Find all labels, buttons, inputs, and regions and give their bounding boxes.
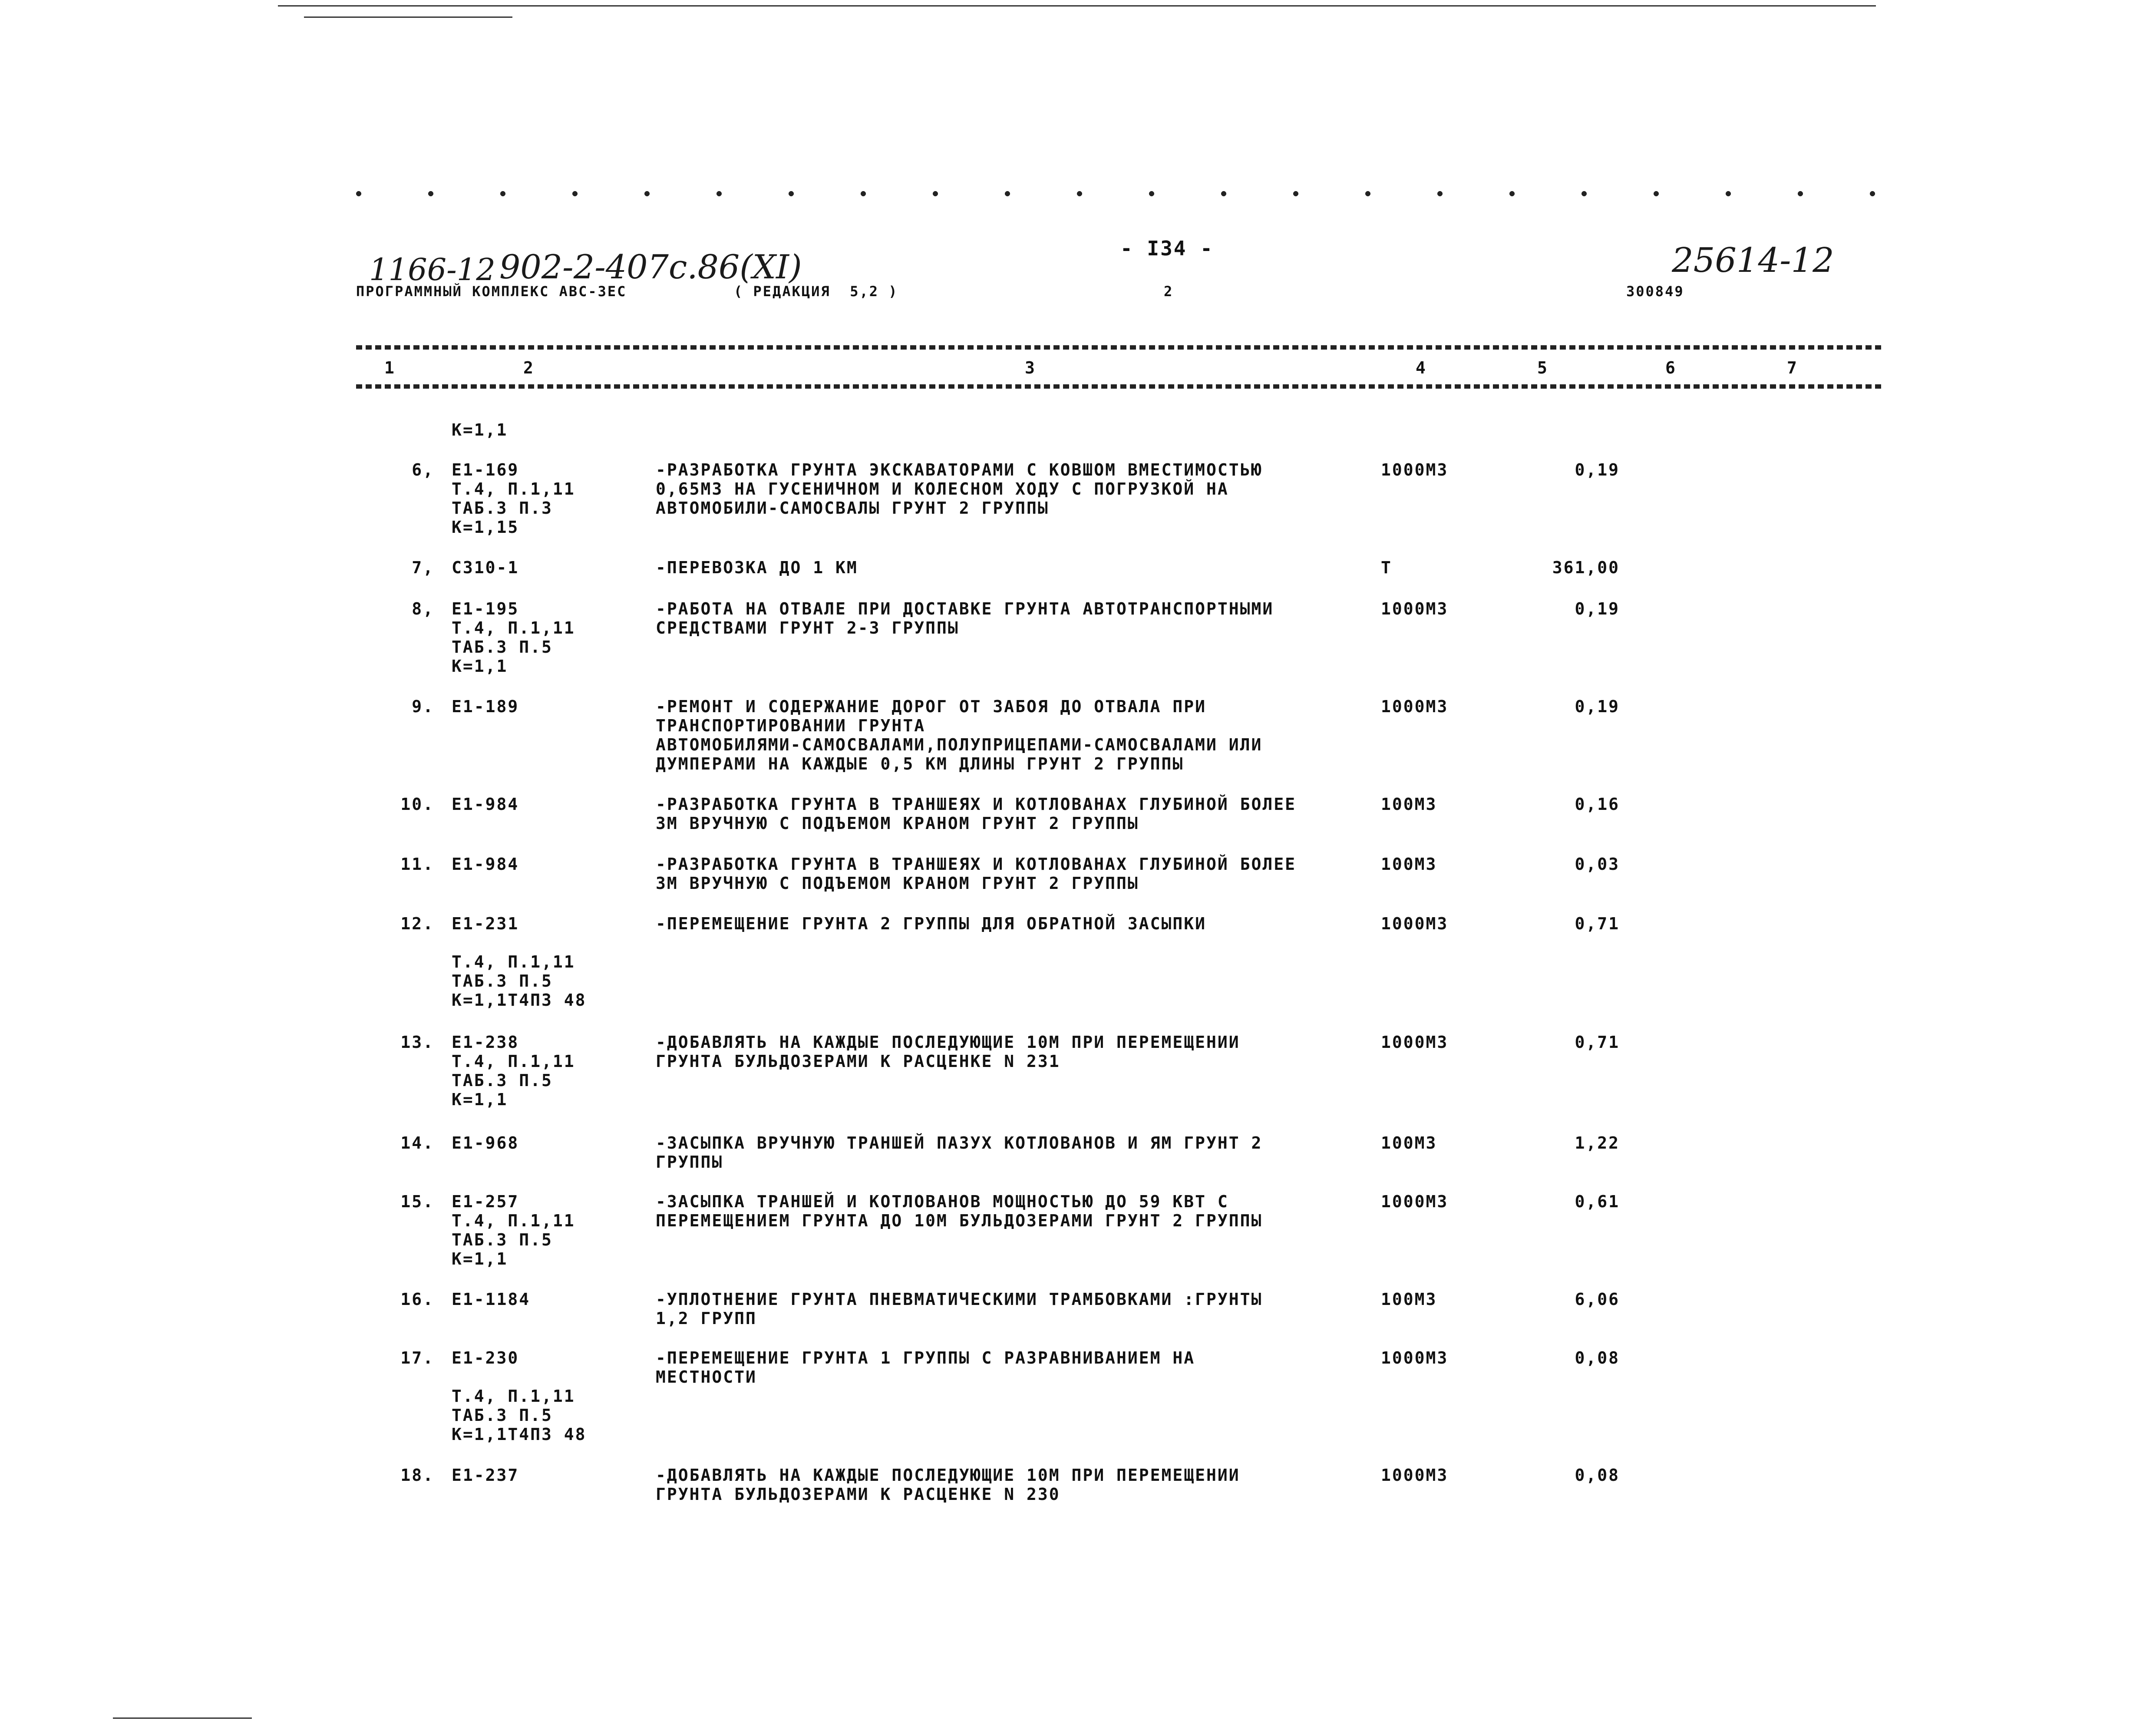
unit-of-measure: 1000М3: [1381, 1466, 1449, 1485]
doc-number: 300849: [1626, 283, 1684, 300]
column-number-1: 1: [384, 358, 396, 377]
program-title: ПРОГРАММНЫЙ КОМПЛЕКС АВС-ЗЕС: [356, 283, 627, 300]
row-number: 11.: [400, 855, 434, 874]
handwritten-left-number: 1166-12: [369, 252, 495, 287]
scan-top-line-short: [304, 17, 512, 18]
column-number-4: 4: [1416, 358, 1427, 377]
rate-code: Е1-195 Т.4, П.1,11 ТАБ.3 П.5 К=1,1: [452, 599, 575, 676]
column-separators: [386, 358, 398, 377]
coefficient-note: К=1,1: [452, 420, 508, 439]
row-number: 14.: [400, 1133, 434, 1153]
rate-code: Е1-169 Т.4, П.1,11 ТАБ.3 П.3 К=1,15: [452, 460, 575, 537]
unit-of-measure: 1000М3: [1381, 1192, 1449, 1211]
unit-of-measure: 1000М3: [1381, 1033, 1449, 1052]
unit-of-measure: 100М3: [1381, 1133, 1437, 1153]
unit-of-measure: 1000М3: [1381, 460, 1449, 479]
work-description: -РАБОТА НА ОТВАЛЕ ПРИ ДОСТАВКЕ ГРУНТА АВТОТРАНСПОРТНЫМИ СРЕДСТВАМИ ГРУНТ 2-3 ГРУППЫ: [656, 599, 1274, 637]
work-description: -ПЕРЕВОЗКА ДО 1 КМ: [656, 558, 858, 577]
work-description: -ЗАСЫПКА ТРАНШЕЙ И КОТЛОВАНОВ МОЩНОСТЬЮ ДО 59 КВТ С ПЕРЕМЕЩЕНИЕМ ГРУНТА ДО 10М БУЛЬДОЗЕРАМИ ГРУНТ 2 ГРУППЫ: [656, 1192, 1263, 1230]
work-description: -РАЗРАБОТКА ГРУНТА В ТРАНШЕЯХ И КОТЛОВАНАХ ГЛУБИНОЙ БОЛЕЕ 3М ВРУЧНУЮ С ПОДЪЕМОМ КРАНОМ ГРУНТ 2 ГРУППЫ: [656, 855, 1297, 893]
section-number: 2: [1164, 283, 1174, 300]
rate-code: Е1-984: [452, 855, 519, 874]
quantity: 0,19: [1575, 599, 1620, 618]
work-description: -ЗАСЫПКА ВРУЧНУЮ ТРАНШЕЙ ПАЗУХ КОТЛОВАНОВ И ЯМ ГРУНТ 2 ГРУППЫ: [656, 1133, 1263, 1172]
rate-code: Е1-230 Т.4, П.1,11 ТАБ.3 П.5 К=1,1Т4П3 48: [452, 1348, 587, 1444]
quantity: 361,00: [1552, 558, 1620, 577]
work-description: -РЕМОНТ И СОДЕРЖАНИЕ ДОРОГ ОТ ЗАБОЯ ДО ОТВАЛА ПРИ ТРАНСПОРТИРОВАНИИ ГРУНТА АВТОМОБИЛЯМИ-САМОСВАЛАМИ,ПОЛУПРИЦЕПАМИ-САМОСВАЛАМИ ИЛИ ДУМПЕРАМИ НА КАЖДЫЕ 0,5 КМ ДЛИНЫ ГРУНТ 2 ГРУППЫ: [656, 697, 1263, 773]
scan-top-line: [278, 5, 1876, 7]
unit-of-measure: 100М3: [1381, 795, 1437, 814]
row-number: 18.: [400, 1466, 434, 1485]
unit-of-measure: 1000М3: [1381, 914, 1449, 933]
unit-of-measure: Т: [1381, 558, 1392, 577]
scan-bottom-line: [113, 1717, 252, 1719]
rate-code: Е1-189: [452, 697, 519, 716]
quantity: 6,06: [1575, 1290, 1620, 1309]
header-rule-bottom: [356, 384, 1885, 389]
quantity: 0,08: [1575, 1348, 1620, 1367]
rate-code: Е1-1184: [452, 1290, 531, 1309]
row-number: 9.: [412, 697, 434, 716]
work-description: -ПЕРЕМЕЩЕНИЕ ГРУНТА 1 ГРУППЫ С РАЗРАВНИВАНИЕМ НА МЕСТНОСТИ: [656, 1348, 1195, 1387]
quantity: 0,08: [1575, 1466, 1620, 1485]
quantity: 0,19: [1575, 460, 1620, 479]
row-number: 6,: [412, 460, 434, 479]
work-description: -ДОБАВЛЯТЬ НА КАЖДЫЕ ПОСЛЕДУЮЩИЕ 10М ПРИ ПЕРЕМЕЩЕНИИ ГРУНТА БУЛЬДОЗЕРАМИ К РАСЦЕНКЕ N 231: [656, 1033, 1240, 1071]
quantity: 0,71: [1575, 1033, 1620, 1052]
rate-code: Е1-968: [452, 1133, 519, 1153]
quantity: 0,61: [1575, 1192, 1620, 1211]
row-number: 7,: [412, 558, 434, 577]
handwritten-right-number: 25614-12: [1672, 241, 1834, 280]
quantity: 0,16: [1575, 795, 1620, 814]
quantity: 0,19: [1575, 697, 1620, 716]
handwritten-project-code: 902-2-407c.86(XI): [499, 248, 802, 286]
row-number: 16.: [400, 1290, 434, 1309]
edition-label: ( РЕДАКЦИЯ 5,2 ): [734, 283, 898, 300]
column-number-6: 6: [1665, 358, 1677, 377]
work-description: -ПЕРЕМЕЩЕНИЕ ГРУНТА 2 ГРУППЫ ДЛЯ ОБРАТНОЙ ЗАСЫПКИ: [656, 914, 1207, 933]
row-number: 13.: [400, 1033, 434, 1052]
column-number-2: 2: [523, 358, 535, 377]
unit-of-measure: 1000М3: [1381, 697, 1449, 716]
column-number-7: 7: [1787, 358, 1798, 377]
work-description: -УПЛОТНЕНИЕ ГРУНТА ПНЕВМАТИЧЕСКИМИ ТРАМБОВКАМИ :ГРУНТЫ 1,2 ГРУПП: [656, 1290, 1263, 1328]
row-number: 12.: [400, 914, 434, 933]
column-number-3: 3: [1025, 358, 1036, 377]
row-number: 10.: [400, 795, 434, 814]
rate-code: Е1-237: [452, 1466, 519, 1485]
unit-of-measure: 100М3: [1381, 1290, 1437, 1309]
work-description: -РАЗРАБОТКА ГРУНТА В ТРАНШЕЯХ И КОТЛОВАНАХ ГЛУБИНОЙ БОЛЕЕ 3М ВРУЧНУЮ С ПОДЪЕМОМ КРАНОМ ГРУНТ 2 ГРУППЫ: [656, 795, 1297, 833]
quantity: 0,03: [1575, 855, 1620, 874]
quantity: 1,22: [1575, 1133, 1620, 1153]
unit-of-measure: 1000М3: [1381, 599, 1449, 618]
header-rule-top: [356, 345, 1885, 350]
printer-dot-row: [356, 191, 1876, 196]
work-description: -ДОБАВЛЯТЬ НА КАЖДЫЕ ПОСЛЕДУЮЩИЕ 10М ПРИ ПЕРЕМЕЩЕНИИ ГРУНТА БУЛЬДОЗЕРАМИ К РАСЦЕНКЕ N 230: [656, 1466, 1240, 1504]
row-number: 17.: [400, 1348, 434, 1367]
column-number-5: 5: [1537, 358, 1548, 377]
rate-code: Е1-257 Т.4, П.1,11 ТАБ.3 П.5 К=1,1: [452, 1192, 575, 1268]
rate-code: Е1-984: [452, 795, 519, 814]
unit-of-measure: 1000М3: [1381, 1348, 1449, 1367]
rate-code: Е1-238 Т.4, П.1,11 ТАБ.3 П.5 К=1,1: [452, 1033, 575, 1109]
row-number: 8,: [412, 599, 434, 618]
work-description: -РАЗРАБОТКА ГРУНТА ЭКСКАВАТОРАМИ С КОВШОМ ВМЕСТИМОСТЬЮ 0,65М3 НА ГУСЕНИЧНОМ И КОЛЕСНОМ ХОДУ С ПОГРУЗКОЙ НА АВТОМОБИЛИ-САМОСВАЛЫ ГРУНТ 2 ГРУППЫ: [656, 460, 1263, 518]
rate-code: С310-1: [452, 558, 519, 577]
unit-of-measure: 100М3: [1381, 855, 1437, 874]
row-number: 15.: [400, 1192, 434, 1211]
rate-code: Е1-231 Т.4, П.1,11 ТАБ.3 П.5 К=1,1Т4П3 48: [452, 914, 587, 1010]
page-number: - I34 -: [1120, 237, 1214, 260]
quantity: 0,71: [1575, 914, 1620, 933]
